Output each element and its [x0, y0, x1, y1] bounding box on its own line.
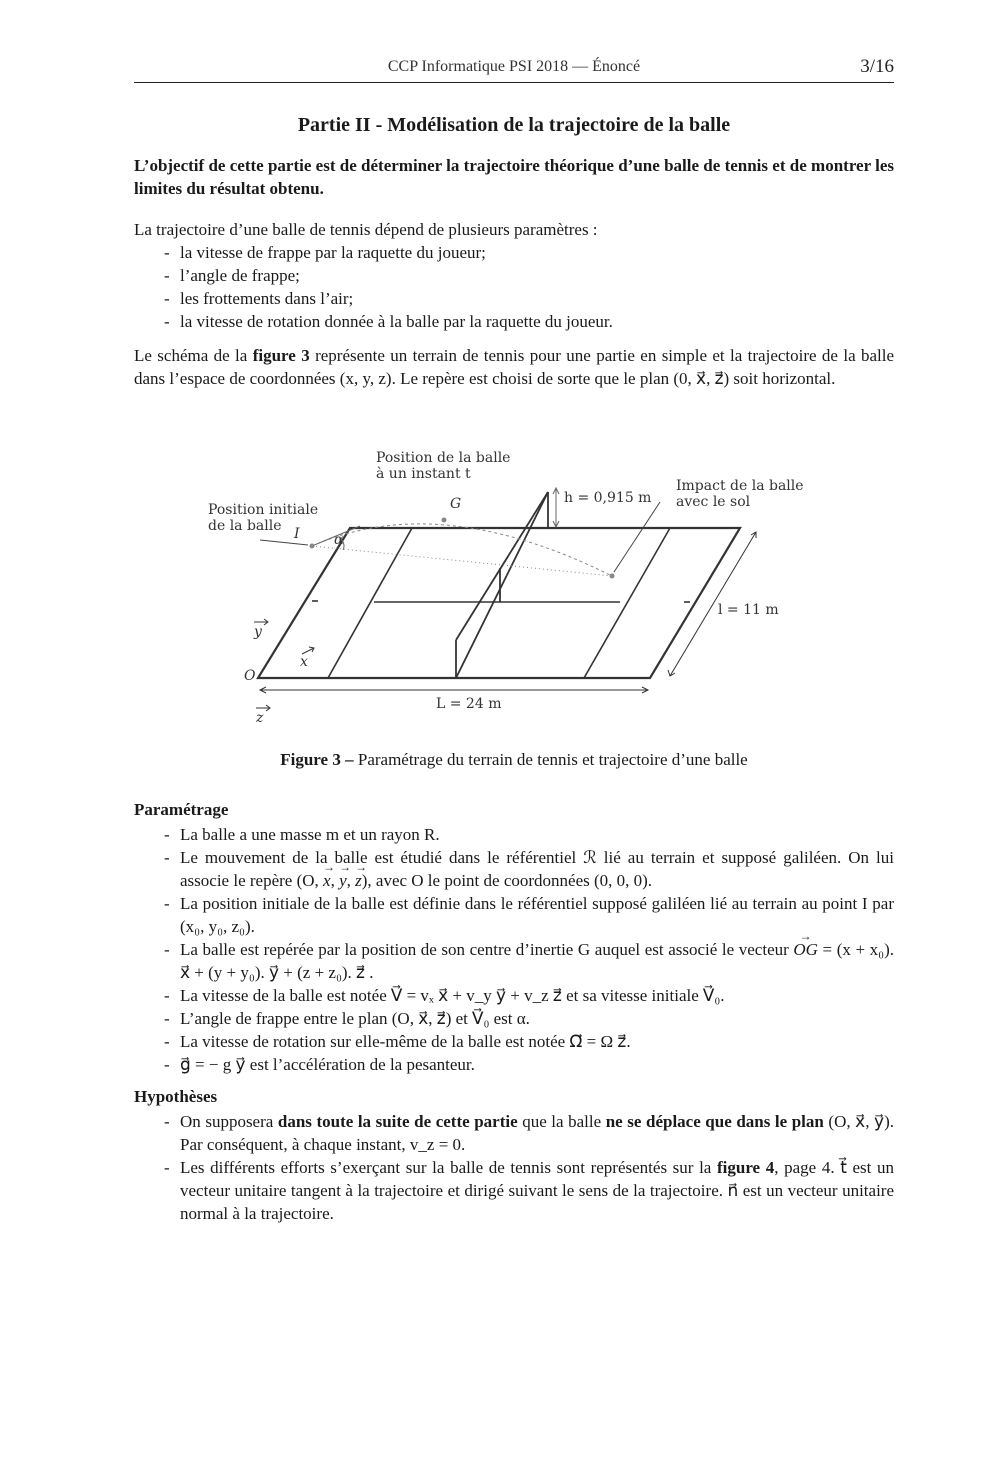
item-text: Les différents efforts s’exerçant sur la balle de tennis sont représentés sur la [180, 1158, 717, 1177]
item-text: On supposera [180, 1112, 278, 1131]
trajectory-curve [312, 524, 612, 576]
list-item [134, 1110, 894, 1156]
list-item: - l’angle de frappe; [134, 264, 894, 287]
label-length: L = 24 m [436, 696, 502, 712]
list-item: - La vitesse de rotation sur elle-même de la balle est notée Ω⃗ = Ω z⃗. [134, 1030, 894, 1053]
horizontal-reference-line [312, 546, 612, 576]
hypotheses-title: Hypothèses [134, 1087, 218, 1106]
ref-text-after: représente un terrain de tennis pour une partie en simple et la trajectoire de la balle dans l’espace de coordonnées (x, y, z). Le repère est choisi de sorte que le plan (0, x⃗, z⃗) soit horizontal. [134, 346, 895, 388]
part-title: Partie II - Modélisation de la trajectoire de la balle [297, 114, 731, 136]
tennis-net [456, 492, 548, 678]
label-initial-line1: Position initiale [208, 502, 319, 518]
list-item: - les frottements dans l’air; [134, 287, 894, 310]
label-width: l = 11 m [718, 602, 779, 618]
intro-text: La trajectoire d’une balle de tennis dépend de plusieurs paramètres : [134, 220, 598, 239]
label-origin: O [244, 668, 256, 684]
label-position-t-line1: Position de la balle [376, 450, 511, 466]
label-impact-line2: avec le sol [676, 494, 751, 510]
label-y-axis: y [254, 624, 262, 640]
list-item: - la vitesse de frappe par la raquette du joueur; [134, 241, 894, 264]
ref-figure-bold: figure 3 [252, 346, 310, 365]
params-list [134, 241, 894, 333]
parametrage-list [134, 823, 894, 1076]
item-text: , page 4. t⃗ est un vecteur unitaire tangent à la trajectoire et dirigé suivant le sens de la trajectoire. n⃗ est un vecteur unitaire normal à la trajectoire. [180, 1158, 894, 1223]
initial-point-marker [310, 544, 315, 549]
label-z-axis: z [256, 710, 264, 726]
list-item [134, 1156, 894, 1225]
page-number: 3/16 [860, 56, 894, 77]
item-bold: ne se déplace que dans le plan [605, 1112, 824, 1131]
label-impact-line1: Impact de la balle [676, 478, 804, 494]
item-text: = (x + x₀). x⃗ + (y + y₀). y⃗ + (z + z₀). z⃗ . [180, 940, 894, 982]
item-text: Le mouvement de la balle est étudié dans le référentiel ℛ lié au terrain et supposé galiléen. On lui associe le repère (O, [180, 848, 894, 890]
leader-lines [260, 502, 660, 572]
length-dimension [260, 687, 648, 693]
list-item: - La vitesse de la balle est notée V⃗ = vₓ x⃗ + v_y y⃗ + v_z z⃗ et sa vitesse initiale V⃗₀. [134, 984, 894, 1007]
header-title: CCP Informatique PSI 2018 — Énoncé [387, 58, 641, 75]
list-item: - La balle a une masse m et un rayon R. [134, 823, 894, 846]
court-lines [312, 528, 690, 678]
list-item: - L’angle de frappe entre le plan (O, x⃗, z⃗) et V⃗₀ est α. [134, 1007, 894, 1030]
g-point-marker [442, 518, 447, 523]
item-text: que la balle [517, 1112, 606, 1131]
figure-reference-paragraph [134, 344, 894, 390]
label-x-axis: x [300, 654, 308, 670]
label-g: G [450, 496, 462, 512]
list-item: - la vitesse de rotation donnée à la balle par la raquette du joueur. [134, 310, 894, 333]
list-item: - Le mouvement de la balle est étudié dans le référentiel ℛ lié au terrain et supposé galiléen. On lui associe le repère (O, x →, y →, z →), avec O le point de coordonnées (0, 0, 0). [134, 846, 894, 892]
label-i: I [294, 526, 300, 542]
label-height: h = 0,915 m [564, 490, 652, 506]
item-text: La balle est repérée par la position de son centre d’inertie G auquel est associé le vecteur [180, 940, 794, 959]
caption-text: Paramétrage du terrain de tennis et trajectoire d’une balle [353, 750, 748, 769]
item-text: ), avec O le point de coordonnées (0, 0, 0). [361, 871, 653, 890]
label-position-t-line2: à un instant t [376, 466, 471, 482]
parametrage-block [134, 823, 894, 1076]
label-initial-line2: de la balle [208, 518, 282, 534]
tennis-court-figure [200, 440, 840, 730]
hypotheses-block [134, 1110, 894, 1225]
court-outline [258, 528, 740, 678]
intro-block [134, 218, 894, 333]
item-text: (O, x⃗, y⃗). Par conséquent, à chaque instant, v_z = 0. [180, 1112, 894, 1154]
ref-text-before: Le schéma de la [134, 346, 253, 365]
list-item: - La position initiale de la balle est définie dans le référentiel supposé galiléen lié au terrain au point I par (x₀, y₀, z₀). [134, 892, 894, 938]
og-vector: OG → [793, 938, 818, 961]
figure-caption [134, 750, 894, 770]
parametrage-title: Paramétrage [134, 800, 229, 819]
item-bold: dans toute la suite de cette partie [277, 1112, 518, 1131]
caption-label: Figure 3 – [280, 750, 354, 769]
hypotheses-list [134, 1110, 894, 1225]
list-item [134, 938, 894, 984]
label-alpha: α [334, 532, 344, 548]
impact-point-marker [610, 574, 615, 579]
page-header [134, 56, 894, 83]
list-item: - g⃗ = − g y⃗ est l’accélération de la pesanteur. [134, 1053, 894, 1076]
height-marker [553, 488, 559, 527]
item-bold: figure 4 [716, 1158, 775, 1177]
objective-paragraph: L’objectif de cette partie est de déterminer la trajectoire théorique d’une balle de tennis et de montrer les limites du résultat obtenu. [134, 156, 894, 198]
